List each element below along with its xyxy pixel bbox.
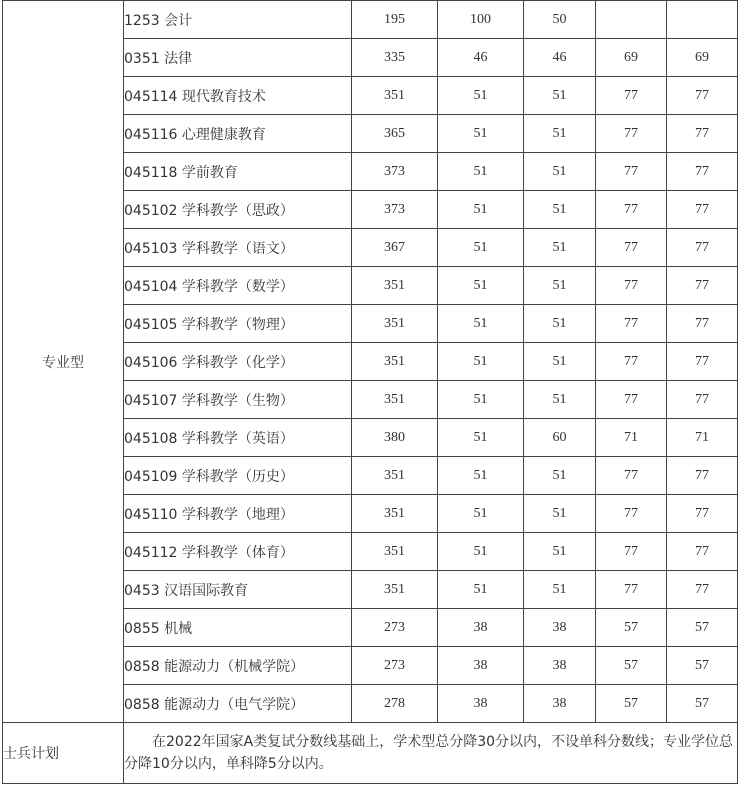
subject2-score-cell: 51 bbox=[524, 533, 596, 571]
total-score-cell: 373 bbox=[352, 191, 438, 229]
subject2-score-cell: 51 bbox=[524, 495, 596, 533]
subject2-score-cell: 51 bbox=[524, 571, 596, 609]
total-score-cell: 351 bbox=[352, 457, 438, 495]
score-table-body bbox=[3, 1, 738, 784]
major-name-cell: 045118 学前教育 bbox=[124, 153, 352, 191]
subject2-score-cell: 51 bbox=[524, 115, 596, 153]
subject2-score-cell: 38 bbox=[524, 609, 596, 647]
subject4-score-cell: 77 bbox=[667, 495, 738, 533]
subject2-score-cell: 51 bbox=[524, 267, 596, 305]
subject1-score-cell: 51 bbox=[438, 229, 524, 267]
total-score-cell: 367 bbox=[352, 229, 438, 267]
subject1-score-cell: 51 bbox=[438, 305, 524, 343]
subject3-score-cell: 57 bbox=[596, 685, 667, 723]
total-score-cell: 273 bbox=[352, 609, 438, 647]
total-score-cell: 373 bbox=[352, 153, 438, 191]
total-score-cell: 351 bbox=[352, 495, 438, 533]
total-score-cell: 365 bbox=[352, 115, 438, 153]
total-score-cell: 273 bbox=[352, 647, 438, 685]
subject3-score-cell: 77 bbox=[596, 153, 667, 191]
subject3-score-cell: 77 bbox=[596, 267, 667, 305]
major-name-cell: 0453 汉语国际教育 bbox=[124, 571, 352, 609]
subject4-score-cell: 77 bbox=[667, 153, 738, 191]
subject1-score-cell: 51 bbox=[438, 495, 524, 533]
subject3-score-cell: 71 bbox=[596, 419, 667, 457]
subject4-score-cell: 77 bbox=[667, 77, 738, 115]
subject3-score-cell: 77 bbox=[596, 381, 667, 419]
soldier-plan-label: 士兵计划 bbox=[3, 723, 124, 784]
major-name-cell: 045116 心理健康教育 bbox=[124, 115, 352, 153]
soldier-plan-row bbox=[3, 723, 738, 784]
major-name-cell: 0855 机械 bbox=[124, 609, 352, 647]
subject3-score-cell: 77 bbox=[596, 571, 667, 609]
subject2-score-cell: 51 bbox=[524, 457, 596, 495]
total-score-cell: 351 bbox=[352, 267, 438, 305]
table-row bbox=[3, 1, 738, 39]
subject2-score-cell: 51 bbox=[524, 305, 596, 343]
subject4-score-cell: 77 bbox=[667, 457, 738, 495]
major-name-cell: 045103 学科教学（语文） bbox=[124, 229, 352, 267]
subject3-score-cell: 77 bbox=[596, 229, 667, 267]
subject1-score-cell: 51 bbox=[438, 153, 524, 191]
subject2-score-cell: 51 bbox=[524, 77, 596, 115]
major-name-cell: 045106 学科教学（化学） bbox=[124, 343, 352, 381]
subject2-score-cell: 51 bbox=[524, 191, 596, 229]
subject3-score-cell: 69 bbox=[596, 39, 667, 77]
total-score-cell: 278 bbox=[352, 685, 438, 723]
subject3-score-cell: 77 bbox=[596, 115, 667, 153]
total-score-cell: 351 bbox=[352, 305, 438, 343]
subject1-score-cell: 51 bbox=[438, 115, 524, 153]
subject1-score-cell: 51 bbox=[438, 457, 524, 495]
subject2-score-cell: 38 bbox=[524, 685, 596, 723]
major-name-cell: 045108 学科教学（英语） bbox=[124, 419, 352, 457]
subject2-score-cell: 51 bbox=[524, 229, 596, 267]
subject2-score-cell: 46 bbox=[524, 39, 596, 77]
subject3-score-cell: 77 bbox=[596, 495, 667, 533]
subject4-score-cell: 77 bbox=[667, 533, 738, 571]
soldier-plan-text: 在2022年国家A类复试分数线基础上，学术型总分降30分以内，不设单科分数线；专业学位总分降10分以内，单科降5分以内。 bbox=[124, 723, 738, 784]
subject2-score-cell: 51 bbox=[524, 381, 596, 419]
subject4-score-cell: 57 bbox=[667, 609, 738, 647]
subject4-score-cell: 77 bbox=[667, 115, 738, 153]
major-name-cell: 0858 能源动力（机械学院） bbox=[124, 647, 352, 685]
subject3-score-cell: 77 bbox=[596, 77, 667, 115]
subject3-score-cell: 77 bbox=[596, 305, 667, 343]
total-score-cell: 351 bbox=[352, 77, 438, 115]
subject2-score-cell: 60 bbox=[524, 419, 596, 457]
subject1-score-cell: 38 bbox=[438, 609, 524, 647]
subject1-score-cell: 51 bbox=[438, 343, 524, 381]
subject1-score-cell: 46 bbox=[438, 39, 524, 77]
major-name-cell: 045107 学科教学（生物） bbox=[124, 381, 352, 419]
major-name-cell: 045110 学科教学（地理） bbox=[124, 495, 352, 533]
subject4-score-cell: 77 bbox=[667, 343, 738, 381]
subject1-score-cell: 100 bbox=[438, 1, 524, 39]
subject4-score-cell: 69 bbox=[667, 39, 738, 77]
subject3-score-cell: 77 bbox=[596, 457, 667, 495]
category-cell-professional: 专业型 bbox=[3, 1, 124, 723]
total-score-cell: 351 bbox=[352, 343, 438, 381]
subject2-score-cell: 51 bbox=[524, 153, 596, 191]
subject1-score-cell: 38 bbox=[438, 647, 524, 685]
subject4-score-cell bbox=[667, 1, 738, 39]
subject4-score-cell: 57 bbox=[667, 685, 738, 723]
subject3-score-cell: 57 bbox=[596, 647, 667, 685]
subject4-score-cell: 77 bbox=[667, 381, 738, 419]
total-score-cell: 351 bbox=[352, 381, 438, 419]
subject3-score-cell: 77 bbox=[596, 191, 667, 229]
major-name-cell: 045104 学科教学（数学） bbox=[124, 267, 352, 305]
subject1-score-cell: 51 bbox=[438, 571, 524, 609]
major-name-cell: 045114 现代教育技术 bbox=[124, 77, 352, 115]
subject3-score-cell bbox=[596, 1, 667, 39]
major-name-cell: 045112 学科教学（体育） bbox=[124, 533, 352, 571]
major-name-cell: 045109 学科教学（历史） bbox=[124, 457, 352, 495]
subject4-score-cell: 57 bbox=[667, 647, 738, 685]
subject2-score-cell: 50 bbox=[524, 1, 596, 39]
score-table bbox=[2, 0, 738, 784]
subject4-score-cell: 77 bbox=[667, 305, 738, 343]
subject3-score-cell: 77 bbox=[596, 343, 667, 381]
subject3-score-cell: 77 bbox=[596, 533, 667, 571]
subject1-score-cell: 51 bbox=[438, 533, 524, 571]
subject1-score-cell: 51 bbox=[438, 77, 524, 115]
subject1-score-cell: 51 bbox=[438, 381, 524, 419]
subject4-score-cell: 71 bbox=[667, 419, 738, 457]
total-score-cell: 351 bbox=[352, 533, 438, 571]
major-name-cell: 045105 学科教学（物理） bbox=[124, 305, 352, 343]
subject4-score-cell: 77 bbox=[667, 229, 738, 267]
subject1-score-cell: 51 bbox=[438, 191, 524, 229]
subject4-score-cell: 77 bbox=[667, 191, 738, 229]
total-score-cell: 351 bbox=[352, 571, 438, 609]
major-name-cell: 045102 学科教学（思政） bbox=[124, 191, 352, 229]
subject4-score-cell: 77 bbox=[667, 571, 738, 609]
subject2-score-cell: 51 bbox=[524, 343, 596, 381]
subject4-score-cell: 77 bbox=[667, 267, 738, 305]
major-name-cell: 0858 能源动力（电气学院） bbox=[124, 685, 352, 723]
subject3-score-cell: 57 bbox=[596, 609, 667, 647]
major-name-cell: 1253 会计 bbox=[124, 1, 352, 39]
total-score-cell: 380 bbox=[352, 419, 438, 457]
subject1-score-cell: 38 bbox=[438, 685, 524, 723]
major-name-cell: 0351 法律 bbox=[124, 39, 352, 77]
subject1-score-cell: 51 bbox=[438, 419, 524, 457]
total-score-cell: 195 bbox=[352, 1, 438, 39]
subject1-score-cell: 51 bbox=[438, 267, 524, 305]
subject2-score-cell: 38 bbox=[524, 647, 596, 685]
total-score-cell: 335 bbox=[352, 39, 438, 77]
